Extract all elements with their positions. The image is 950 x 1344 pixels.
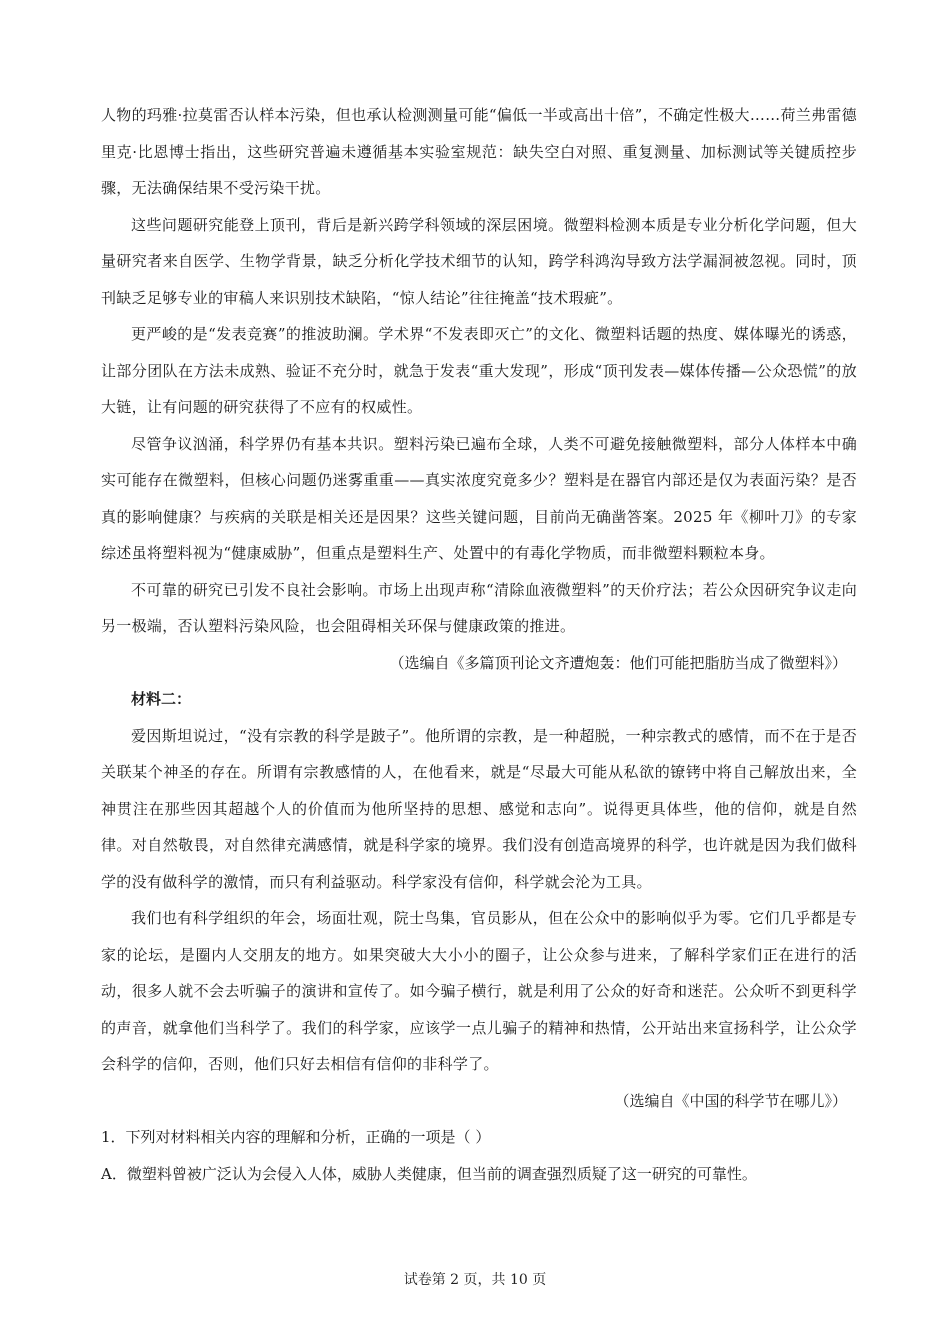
material2-paragraph-0: 爱因斯坦说过，“没有宗教的科学是跛子”。他所谓的宗教，是一种超脱，一种宗教式的感情，而不在于是否关联某个神圣的存在。所谓有宗教感情的人，在他看来，就是“尽最大可能从私欲的镣铐中将自己解放出来，全神贯注在那些因其超越个人的价值而为他所坚持的思想、感觉和志向”。说得更具体些，他的信仰，就是自然律。对自然敬畏，对自然律充满感情，就是科学家的境界。我们没有创造高境界的科学，也许就是因为我们做科学的没有做科学的激情，而只有利益驱动。科学家没有信仰，科学就会沦为工具。 [101,726,857,891]
page-footer: 试卷第 2 页，共 10 页 [403,1272,547,1288]
material1-paragraph-3: 尽管争议汹涌，科学界仍有基本共识。塑料污染已遍布全球，人类不可避免接触微塑料，部分人体样本中确实可能存在微塑料，但核心问题仍迷雾重重——真实浓度究竟多少？塑料是在器官内部还是仅为表面污染？是否真的影响健康？与疾病的关联是相关还是因果？这些关键问题，目前尚无确凿答案。2025 年《柳叶刀》的专家综述虽将塑料视为“健康威胁”，但重点是塑料生产、处置中的有毒化学物质，而非微塑料颗粒本身。 [101,434,857,562]
material1-paragraph-1: 这些问题研究能登上顶刊，背后是新兴跨学科领域的深层困境。微塑料检测本质是专业分析化学问题，但大量研究者来自医学、生物学背景，缺乏分析化学技术细节的认知，跨学科鸿沟导致方法学漏洞被忽视。同时，顶刊缺乏足够专业的审稿人来识别技术缺陷，“惊人结论”往往掩盖“技术瑕疵”。 [101,215,857,307]
material2-heading: 材料二： [131,690,192,708]
material1-paragraph-0: 人物的玛雅·拉莫雷否认样本污染，但也承认检测测量可能“偏低一半或高出十倍”，不确定性极大……荷兰弗雷德里克·比恩博士指出，这些研究普遍未遵循基本实验室规范：缺失空白对照、重复测量、加标测试等关键质控步骤，无法确保结果不受污染干扰。 [101,106,857,197]
material1-source: （选编自《多篇顶刊论文齐遭炮轰：他们可能把脂肪当成了微塑料》） [389,653,847,672]
material2-paragraph-1: 我们也有科学组织的年会，场面壮观，院士鸟集，官员影从，但在公众中的影响似乎为零。它们几乎都是专家的论坛，是圈内人交朋友的地方。如果突破大大小小的圈子，让公众参与进来，了解科学家们正在进行的活动，很多人就不会去听骗子的演讲和宣传了。如今骗子横行，就是利用了公众的好奇和迷茫。公众听不到更科学的声音，就拿他们当科学了。我们的科学家，应该学一点儿骗子的精神和热情，公开站出来宣扬科学，让公众学会科学的信仰，否则，他们只好去相信有信仰的非科学了。 [101,909,857,1073]
page-content [101,97,857,1192]
material1-paragraph-4: 不可靠的研究已引发不良社会影响。市场上出现声称“清除血液微塑料”的天价疗法；若公众因研究争议走向另一极端，否认塑料污染风险，也会阻碍相关环保与健康政策的推进。 [101,580,857,635]
question-1-option-a: A．微塑料曾被广泛认为会侵入人体，威胁人类健康，但当前的调查强烈质疑了这一研究的可靠性。 [101,1164,757,1183]
material1-paragraph-2: 更严峻的是“发表竞赛”的推波助澜。学术界“不发表即灭亡”的文化、微塑料话题的热度、媒体曝光的诱惑，让部分团队在方法未成熟、验证不充分时，就急于发表“重大发现”，形成“顶刊发表—媒体传播—公众恐慌”的放大链，让有问题的研究获得了不应有的权威性。 [101,325,857,416]
material2-source: （选编自《中国的科学节在哪儿》） [614,1091,847,1110]
question-1-stem: 1．下列对材料相关内容的理解和分析，正确的一项是（ ） [101,1128,491,1146]
